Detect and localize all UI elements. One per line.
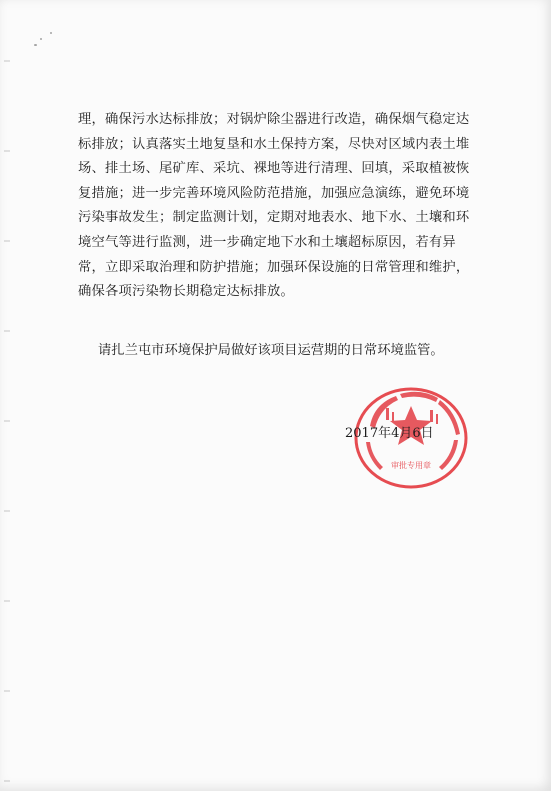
- text-line: 污染事故发生；制定监测计划，定期对地表水、地下水、土壤和环: [78, 210, 470, 226]
- closing-paragraph: 请扎兰屯市环境保护局做好该项目运营期的日常环境监管。: [98, 343, 444, 358]
- binding-edge-marks: [4, 0, 10, 791]
- text-line: 标排放；认真落实土地复垦和水土保持方案，尽快对区域内表土堆: [78, 136, 470, 152]
- scan-speck: [40, 38, 42, 40]
- seal-center-text: 审批专用章: [391, 461, 431, 470]
- scan-speck: [50, 32, 52, 34]
- issue-date: 2017年4月6日: [345, 426, 434, 441]
- scan-speck: [34, 44, 37, 46]
- text-line: 确保各项污染物长期稳定达标排放。: [78, 284, 294, 300]
- text-line: 常，立即采取治理和防护措施；加强环保设施的日常管理和维护，: [78, 259, 470, 275]
- text-line: 复措施；进一步完善环境风险防范措施，加强应急演练，避免环境: [78, 185, 470, 201]
- text-line: 理，确保污水达标排放；对锅炉除尘器进行改造，确保烟气稳定达: [78, 112, 470, 127]
- body-paragraph: [78, 108, 508, 305]
- text-line: 场、排土场、尾矿库、采坑、裸地等进行清理、回填，采取植被恢: [78, 161, 470, 177]
- text-line: 境空气等进行监测，进一步确定地下水和土壤超标原因，若有异: [78, 234, 456, 250]
